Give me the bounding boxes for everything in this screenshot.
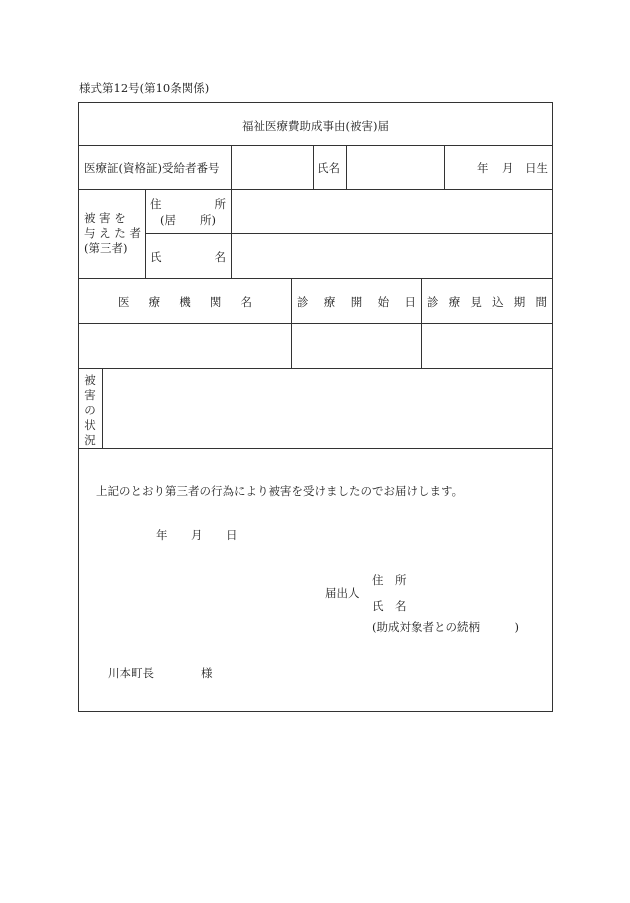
applicant-label: 届出人: [325, 586, 360, 600]
damage-status-label-char-5: 況: [84, 433, 96, 447]
third-party-label-line-2: 与 え た 者: [84, 226, 141, 240]
treatment-start-header-char-4: 始: [377, 295, 390, 309]
address-label: [150, 196, 226, 212]
treatment-start-header-char-1: 診: [297, 295, 309, 309]
damage-status-label-char-2: 害: [84, 388, 96, 402]
rule-thirdparty-v1: [145, 189, 146, 278]
name-label: 氏名: [317, 161, 340, 175]
third-party-name-field[interactable]: [232, 234, 552, 278]
expected-period-field[interactable]: [422, 324, 552, 368]
damage-status-label: [82, 373, 98, 448]
residence-label: [160, 212, 216, 228]
treatment-start-header-char-5: 日: [404, 295, 416, 309]
addressee: 川本町長: [108, 666, 154, 680]
damage-status-field[interactable]: [103, 369, 552, 448]
third-party-name-label: [150, 249, 226, 265]
medical-institution-header-char-3: 機: [179, 295, 191, 309]
rule-recipient-v2: [313, 145, 314, 189]
medical-institution-field[interactable]: [79, 324, 291, 368]
applicant-address-label: 住 所: [372, 573, 407, 587]
third-party-label-line-1: 被 害 を: [84, 211, 126, 225]
declaration-month: 月: [191, 528, 203, 542]
medical-institution-header: [118, 294, 252, 310]
declaration-year: 年: [156, 528, 168, 542]
residence-label-char-1: (居: [160, 213, 176, 227]
expected-period-header-char-4: 込: [492, 295, 504, 309]
expected-period-header-char-3: 見: [470, 295, 482, 309]
applicant-name-label: 氏 名: [372, 599, 407, 613]
medical-institution-header-char-4: 関: [209, 295, 222, 309]
rule-title-bottom: [78, 145, 553, 146]
medical-institution-header-char-5: 名: [240, 295, 252, 309]
third-party-address-field[interactable]: [232, 190, 552, 233]
medical-institution-header-char-1: 医: [118, 295, 130, 309]
third-party-label: [84, 211, 141, 256]
declaration-day: 日: [226, 528, 238, 542]
expected-period-header-char-6: 間: [535, 295, 547, 309]
dob-month: 月: [502, 161, 514, 175]
dob-day: 日生: [525, 161, 548, 175]
treatment-start-field[interactable]: [292, 324, 421, 368]
addressee-honorific: 様: [201, 666, 213, 680]
treatment-start-header-char-3: 開: [350, 295, 363, 309]
damage-status-label-char-4: 状: [84, 418, 96, 432]
address-label-char-2: 所: [214, 197, 226, 211]
rule-recipient-v4: [444, 145, 445, 189]
damage-status-label-char-1: 被: [84, 373, 96, 387]
expected-period-header: [427, 294, 547, 310]
address-label-char-1: 住: [150, 197, 162, 211]
recipient-number-field[interactable]: [232, 146, 313, 189]
relationship-label: (助成対象者との続柄 ): [372, 620, 519, 634]
medical-institution-header-char-2: 療: [148, 295, 161, 309]
expected-period-header-char-5: 期: [513, 295, 526, 309]
declaration-statement: 上記のとおり第三者の行為により被害を受けましたのでお届けします。: [96, 484, 464, 498]
form-title: 福祉医療費助成事由(被害)届: [242, 119, 389, 133]
residence-label-char-2: 所): [200, 213, 216, 227]
expected-period-header-char-2: 療: [448, 295, 461, 309]
damage-status-label-char-3: の: [84, 403, 96, 417]
recipient-number-label: 医療証(資格証)受給者番号: [84, 161, 220, 175]
third-party-name-label-char-1: 氏: [150, 250, 162, 264]
treatment-start-header: [297, 294, 416, 310]
form-number: 様式第12号(第10条関係): [79, 81, 210, 95]
dob-year: 年: [477, 161, 489, 175]
treatment-start-header-char-2: 療: [323, 295, 336, 309]
rule-thirdparty-bottom: [78, 278, 553, 279]
third-party-name-label-char-2: 名: [214, 250, 226, 264]
expected-period-header-char-1: 診: [427, 295, 439, 309]
rule-damage-bottom: [78, 448, 553, 449]
third-party-label-line-3: (第三者): [84, 241, 128, 255]
name-field[interactable]: [347, 146, 444, 189]
